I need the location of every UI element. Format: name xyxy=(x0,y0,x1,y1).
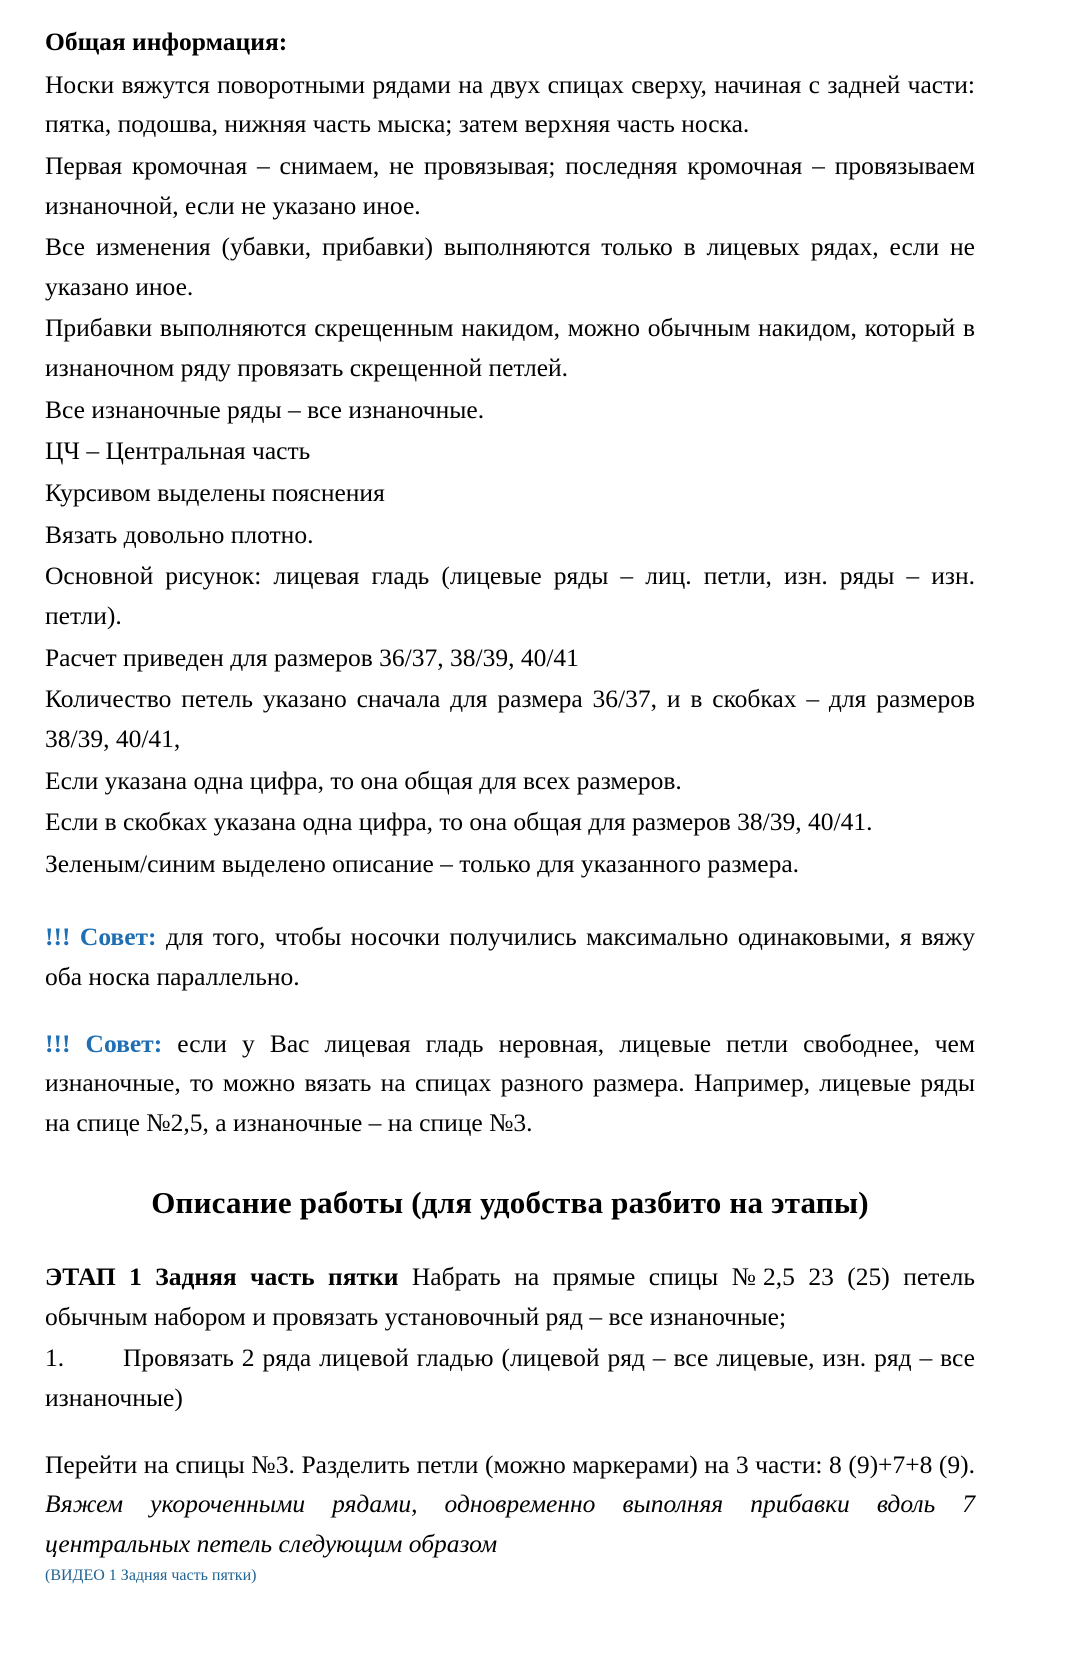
tip-paragraph-2 xyxy=(45,1024,975,1143)
document-body xyxy=(45,22,975,1585)
general-info-paragraph-7: Курсивом выделены пояснения xyxy=(45,478,385,508)
list-item-number: 1. xyxy=(45,1343,65,1373)
stage-1-after-list-plain: Перейти на спицы №3. Разделить петли (можно маркерами) на 3 части: 8 (9)+7+8 (9). xyxy=(45,1449,975,1479)
stage-1-after-list-italic: Вяжем укороченными рядами, одновременно выполняя прибавки вдоль 7 центральных петель следующим образом xyxy=(45,1489,975,1558)
stage-1-lead-text: Набрать на прямые спицы №2,5 23 (25) петель обычным набором и провязать установочный ряд – все изнаночные; xyxy=(45,1261,975,1331)
general-info-paragraph-11: Количество петель указано сначала для размера 36/37, и в скобках – для размеров 38/39, 40/41, xyxy=(45,684,975,753)
general-info-paragraph-14: Зеленым/синим выделено описание – только для указанного размера. xyxy=(45,848,800,878)
general-info-paragraph-6: ЦЧ – Центральная часть xyxy=(45,436,311,466)
stage-1-lead: ЭТАП 1 Задняя часть пятки xyxy=(45,1261,399,1291)
stage-1-after-list-paragraph xyxy=(45,1445,975,1564)
video-link-stage-1[interactable]: (ВИДЕО 1 Задняя часть пятки) xyxy=(45,1567,257,1585)
list-item-text: Провязать 2 ряда лицевой гладью (лицевой ряд – все лицевые, изн. ряд – все изнаночные) xyxy=(45,1343,975,1412)
general-info-paragraph-9: Основной рисунок: лицевая гладь (лицевые ряды – лиц. петли, изн. ряды – изн. петли). xyxy=(45,561,975,630)
tip-text-1: для того, чтобы носочки получились максимально одинаковыми, я вяжу оба носка параллельно. xyxy=(45,922,975,992)
tip-text-2: если у Вас лицевая гладь неровная, лицевые петли свободнее, чем изнаночные, то можно вязать на спицах разного размера. Например, лицевые ряды на спице №2,5, а изнаночные – на спице №3. xyxy=(45,1028,975,1138)
general-info-paragraph-8: Вязать довольно плотно. xyxy=(45,519,314,549)
stage-1-list-item-1 xyxy=(45,1338,975,1417)
general-info-paragraph-3: Все изменения (убавки, прибавки) выполняются только в лицевых рядах, если не указано иное. xyxy=(45,232,975,301)
general-info-paragraph-13: Если в скобках указана одна цифра, то она общая для размеров 38/39, 40/41. xyxy=(45,807,873,837)
general-info-paragraph-2: Первая кромочная – снимаем, не провязывая; последняя кромочная – провязываем изнаночной, если не указано иное. xyxy=(45,150,975,220)
stage-1-paragraph xyxy=(45,1257,975,1336)
work-description-title: Описание работы (для удобства разбито на этапы) xyxy=(151,1184,869,1220)
tip-marker-2: !!! Совет xyxy=(45,1028,154,1058)
general-info-heading: Общая информация: xyxy=(45,27,288,56)
tip-marker-1: !!! Совет xyxy=(45,922,149,952)
tip-marker-colon-2: : xyxy=(153,1028,163,1058)
general-info-paragraph-12: Если указана одна цифра, то она общая для всех размеров. xyxy=(45,765,682,795)
tip-marker-colon-1: : xyxy=(148,922,157,952)
tip-paragraph-1 xyxy=(45,917,975,996)
general-info-paragraph-1: Носки вяжутся поворотными рядами на двух спицах сверху, начиная с задней части: пятка, подошва, нижняя часть мыска; затем верхняя часть носка. xyxy=(45,69,975,139)
general-info-paragraph-10: Расчет приведен для размеров 36/37, 38/39, 40/41 xyxy=(45,642,579,672)
general-info-paragraph-4: Прибавки выполняются скрещенным накидом, можно обычным накидом, который в изнаночном ряду провязать скрещенной петлей. xyxy=(45,313,975,383)
general-info-paragraph-5: Все изнаночные ряды – все изнаночные. xyxy=(45,394,485,424)
